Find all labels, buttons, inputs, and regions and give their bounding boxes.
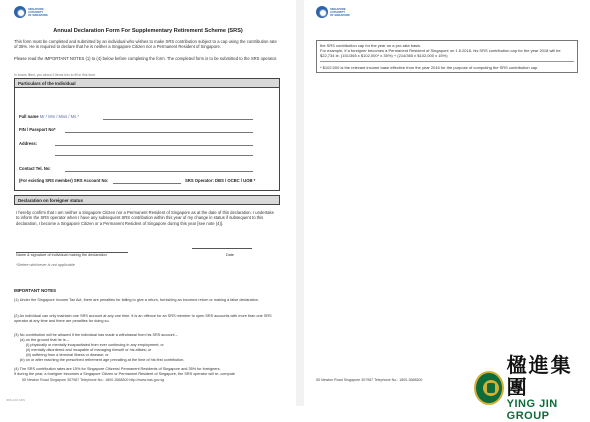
- form-title: Annual Declaration Form For Supplementary Retirement Scheme (SRS): [53, 28, 243, 34]
- intro-paragraph: This form must be completed and submitted by an individual who wishes to make SRS contribution subject to a cap using the contribution rate of 35%. He is required to declare that he is neither a Singapore Citizen nor a Permanent Resident of Singapore.: [14, 39, 277, 50]
- brand-english: YING JIN GROUP: [506, 398, 558, 422]
- note-4-cont: If during the year, a foreigner becomes a Singapore Citizen or Permanent Resident of Singapore, the SRS operator will re- compute: [14, 372, 235, 376]
- iras-logo: [14, 6, 48, 18]
- date-caption: Date: [226, 253, 235, 257]
- note-3: (3) No contribution will be allowed if the individual has made a withdrawal from his SRS account –: [14, 333, 178, 337]
- address-field-line-2[interactable]: [55, 155, 253, 156]
- note-3-a-i: (i) physically or mentally incapacitated from ever continuing in any employment; or: [26, 343, 164, 347]
- declaration-text: I hereby confirm that I am neither a Singapore Citizen nor a Permanent Resident of Singapore as at the date of this declaration. I undertake to inform the SRS operator when I have any subsequent SRS contribution within this year of my change in status if subsequent to this declaration, I become a Singapore Citizen or a Permanent Resident of Singapore during this year [see note (4)].: [16, 210, 274, 226]
- signature-caption: Name & signature of individual making the declaration: [16, 253, 107, 257]
- note-4: (4) The SRS contribution rates are 15% for Singapore Citizens/ Permanent Residents of Singapore and 35% for foreigners.: [14, 367, 221, 371]
- iras-logo-text: SINGAPORE AUTHORITY OF SINGAPORE: [28, 8, 48, 17]
- date-line[interactable]: [192, 248, 252, 249]
- iras-logo-text: SINGAPORE AUTHORITY OF SINGAPORE: [330, 8, 350, 17]
- right-footer: 55 Newton Road Singapore 307987 Telephone No.: 1800-3568300: [316, 378, 423, 382]
- iras-logo-right: [316, 6, 350, 18]
- delete-note: *Delete whichever is not applicable: [16, 263, 75, 267]
- declaration-header: Declaration on foreigner status: [14, 195, 280, 205]
- note-3-b: (b) on or after reaching the prescribed retirement age prevailing at the time of his first contribution.: [20, 358, 185, 362]
- note-3-a-iii: (iii) suffering from a terminal illness or disease; or: [26, 353, 109, 357]
- full-name-label: Full name Mr / Mrs / Miss / Ms *: [19, 114, 80, 119]
- note-2: (2) An individual can only maintain one SRS account at any one time. It is an offence for an SRS member to open SRS accounts with more than one SRS operator at any time and there are penalties for doing so.: [14, 314, 272, 323]
- continuation-footnote: * $102,000 is the relevant income base effective from the year 2016 for the purpose of computing the SRS contribution cap.: [320, 65, 539, 70]
- fin-label: FIN / Passport No*: [19, 127, 56, 132]
- full-name-field[interactable]: [103, 119, 253, 120]
- address-field-line-1[interactable]: [55, 145, 253, 146]
- ying-jin-watermark: [474, 354, 590, 422]
- particulars-header: Particulars of the Individual: [15, 79, 279, 88]
- note-3-a: (a) on the ground that he is –: [20, 338, 69, 342]
- fin-field[interactable]: [65, 132, 253, 133]
- ying-jin-logo-icon: [474, 371, 504, 405]
- name-title-options: Mr / Mrs / Miss / Ms *: [39, 114, 80, 119]
- brand-text: [507, 354, 590, 422]
- srs-account-field[interactable]: [113, 183, 181, 184]
- particulars-section: [14, 78, 280, 191]
- fill-hint: In boxes filled, you about 3 items box to fill in this form.: [14, 73, 97, 77]
- iras-logo-icon: [316, 6, 328, 18]
- address-label: Address:: [19, 141, 38, 146]
- srs-account-label: (For existing SRS member) SRS Account No:: [19, 178, 109, 183]
- continuation-note-box: [316, 40, 578, 73]
- continuation-example: For example, if a foreigner becomes a Permanent Resident of Singapore on 1.5.2018, his SRS contribution cap for the year 2018 will be $22,734 ie. (151/365 x $102,000* x 35%) + (214/365 x $102,000 x 15%): [320, 48, 561, 58]
- contact-label: Contact Tel. No:: [19, 166, 51, 171]
- notes-title: IMPORTANT NOTES: [14, 288, 57, 293]
- brand-chinese: 楹進集團: [506, 353, 573, 399]
- left-footer: 55 Newton Road Singapore 307987 Telephone No.: 1800-3568300 http://www.iras.gov.sg: [22, 378, 165, 382]
- form-code: IRIS-100-SRS: [6, 398, 26, 402]
- continuation-divider: [320, 61, 574, 62]
- note-3-a-ii: (ii) mentally disordered and incapable of managing himself or his affairs; or: [26, 348, 152, 352]
- instructions-paragraph: Please read the IMPORTANT NOTES (1) to (4) below before completing the form. The completed form is to be submitted to the SRS operator.: [14, 56, 278, 61]
- srs-operator-label: SRS Operator: DBS / OCBC / UOB *: [185, 178, 256, 183]
- continuation-line-1: the SRS contribution cap for the year on a pro-rata basis.: [320, 43, 422, 48]
- note-1: (1) Under the Singapore Income Tax Act, there are penalties for failing to give a return, furnishing an incorrect return or making a false declaration.: [14, 298, 259, 302]
- form-page-left: [0, 0, 296, 406]
- page-gutter: [296, 0, 304, 406]
- contact-field[interactable]: [65, 171, 253, 172]
- iras-logo-icon: [14, 6, 26, 18]
